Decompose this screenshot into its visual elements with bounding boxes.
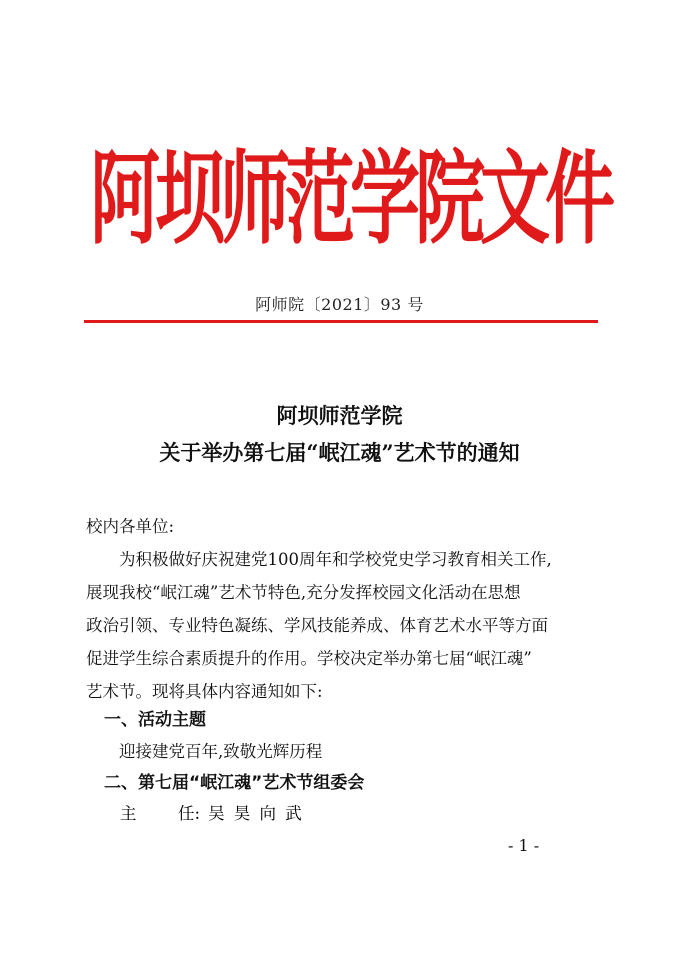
masthead-char: 阿 (90, 138, 160, 259)
masthead-char: 范 (285, 138, 355, 259)
masthead-title (90, 112, 615, 286)
document-number: 阿师院〔2021〕93 号 (255, 295, 424, 314)
director-label-2: 任: (178, 804, 201, 823)
paragraph-line: 促进学生综合素质提升的作用。学校决定举办第七届“岷江魂” (86, 649, 532, 668)
paragraph-line: 为积极做好庆祝建党100周年和学校党史学习教育相关工作, (119, 550, 552, 569)
director-line (120, 800, 304, 824)
director-names: 吴 昊 向 武 (208, 804, 304, 823)
masthead-char: 件 (545, 138, 615, 259)
masthead-char: 学 (350, 138, 420, 259)
masthead-char: 师 (220, 138, 290, 259)
paragraph-line: 展现我校“岷江魂”艺术节特色,充分发挥校园文化活动在思想 (86, 583, 521, 602)
paragraph-line: 政治引领、专业特色凝练、学风技能养成、体育艺术水平等方面 (86, 616, 548, 635)
paragraph-line: 艺术节。现将具体内容通知如下: (86, 682, 323, 701)
masthead-char: 院 (415, 138, 485, 259)
red-divider (84, 320, 598, 323)
section-heading-1: 一、活动主题 (104, 710, 206, 730)
masthead-char: 坝 (155, 138, 225, 259)
director-label-1: 主 (120, 804, 137, 823)
title-subject: 关于举办第七届“岷江魂”艺术节的通知 (159, 440, 520, 465)
page-number: - 1 - (508, 836, 540, 855)
salutation: 校内各单位: (86, 517, 175, 536)
section-1-text: 迎接建党百年,致敬光辉历程 (119, 742, 323, 761)
masthead-char: 文 (480, 138, 550, 259)
section-heading-2: 二、第七届“岷江魂”艺术节组委会 (104, 773, 365, 793)
title-issuer: 阿坝师范学院 (276, 403, 403, 428)
